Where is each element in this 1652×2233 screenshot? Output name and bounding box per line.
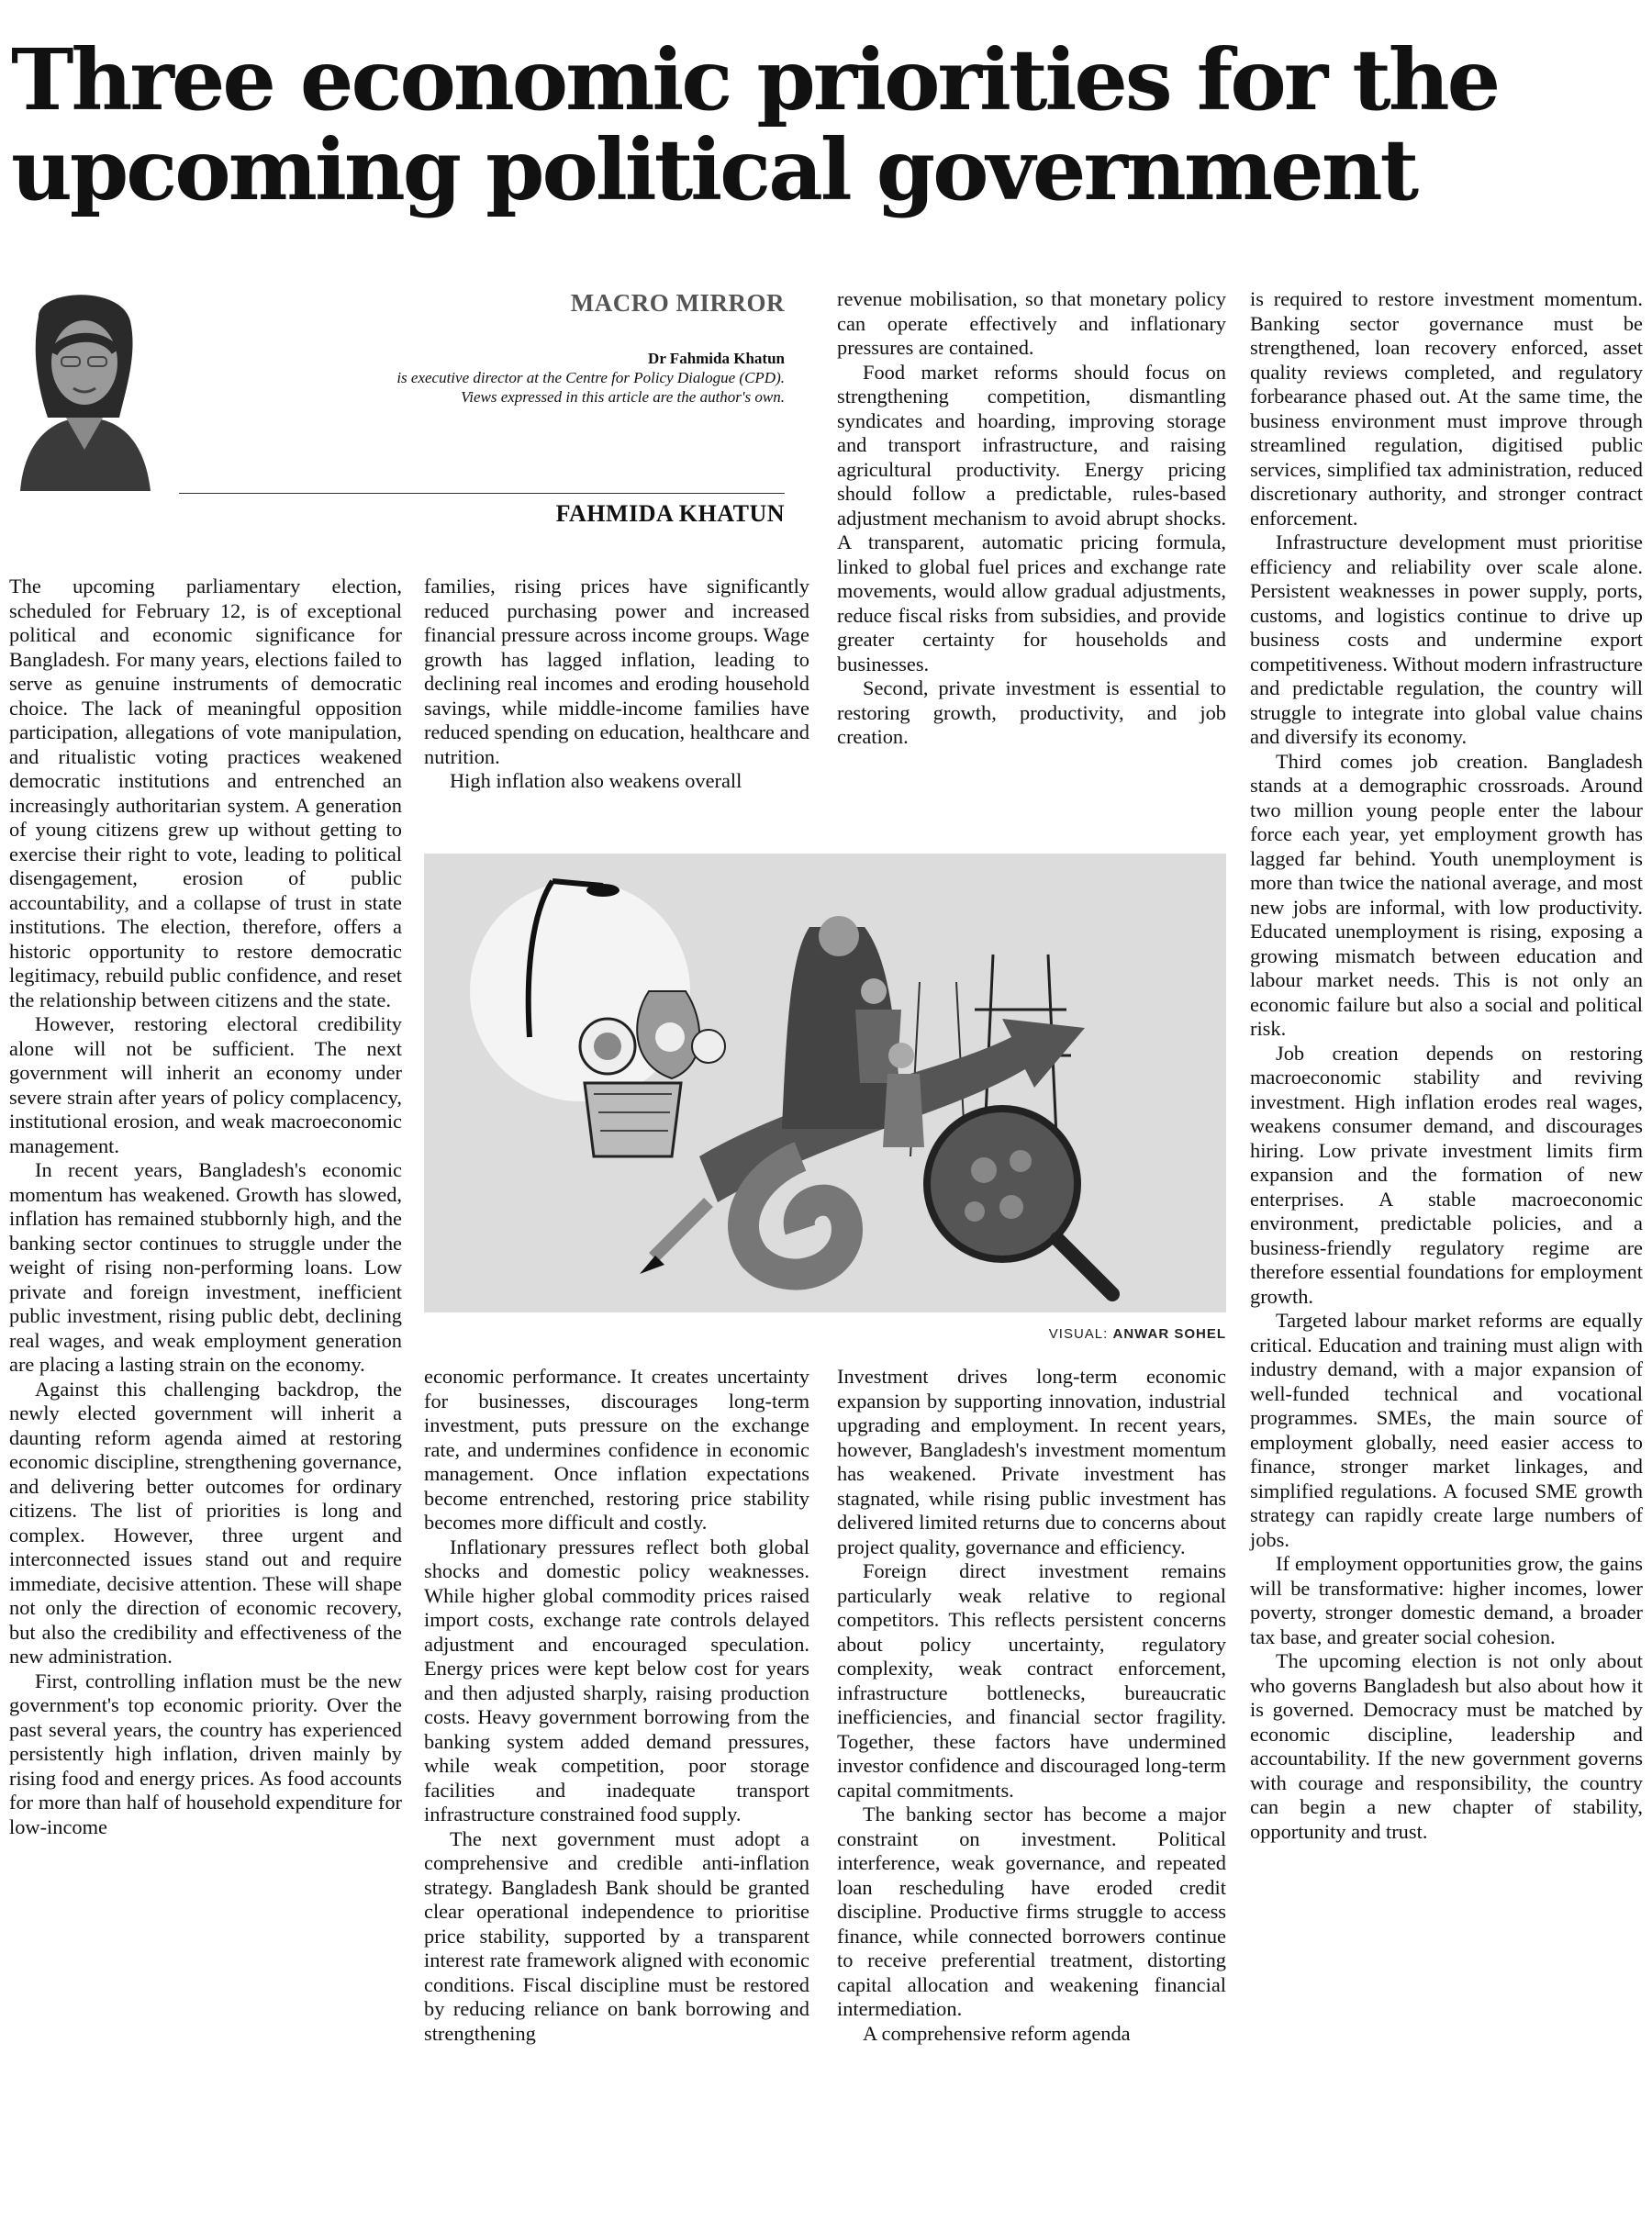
- paragraph: High inflation also weakens overall: [450, 769, 742, 792]
- paragraph: A comprehensive reform agenda: [863, 2021, 1131, 2045]
- paragraph: Against this challenging backdrop, the newly elected government will inherit a daunting reform agenda aimed at restoring economic discipline, strengthening governance, and delivering better outcomes for ordinary citizens. The list of priorities is long and complex. However, three urgent and interconnected issues stand out and require immediate, decisive attention. These will shape not only the direction of economic recovery, but also the credibility and effectiveness of the new administration.: [9, 1377, 402, 1668]
- paragraph: is required to restore investment momentum. Banking sector governance must be strengthened, loan recovery enforced, asset quality reviews completed, and regulatory forbearance phased out. At the same time, the business environment must improve through streamlined regulation, digitised public services, simplified tax administration, reduced discretionary authority, and stronger contract enforcement.: [1250, 287, 1643, 530]
- paragraph: If employment opportunities grow, the gains will be transformative: higher incomes, lower poverty, stronger domestic demand, a broader tax base, and greater social cohesion.: [1250, 1552, 1643, 1648]
- paragraph: Investment drives long-term economic expansion by supporting innovation, industrial upgrading and employment. In recent years, however, Bangladesh's investment momentum has weakened. Private investment has stagnated, while rising public investment has delivered limited returns due to concerns about project quality, governance and efficiency.: [837, 1365, 1226, 1558]
- column-3-top: [837, 287, 1226, 750]
- paragraph: The next government must adopt a comprehensive and credible anti-inflation strategy. Bangladesh Bank should be granted clear operational independence to prioritise price stability, supported by a transparent interest rate framework aligned with economic conditions. Fiscal discipline must be restored by reducing reliance on bank borrowing and strengthening: [424, 1826, 809, 2045]
- paragraph: However, restoring electoral credibility alone will not be sufficient. The next government will inherit an economy under severe strain after years of policy complacency, institutional erosion, and weak macroeconomic management.: [9, 1012, 402, 1157]
- paragraph: The banking sector has become a major constraint on investment. Political interference, weak governance, and repeated loan rescheduling have eroded credit discipline. Productive firms struggle to access finance, while connected borrowers continue to receive preferential treatment, distorting capital allocation and weakening financial intermediation.: [837, 1803, 1226, 2020]
- paragraph: Targeted labour market reforms are equally critical. Education and training must align with industry demand, with a major expansion of well-funded technical and vocational programmes. SMEs, the main source of employment globally, need easier access to finance, stronger market linkages, and simplified regulations. A focused SME growth strategy can rapidly create large numbers of jobs.: [1250, 1309, 1643, 1551]
- author-bio: is executive director at the Centre for Policy Dialogue (CPD). Views expressed in this article are the author's own.: [396, 369, 785, 406]
- paragraph: In recent years, Bangladesh's economic momentum has weakened. Growth has slowed, inflation has remained stubbornly high, and the banking sector continues to struggle under the weight of rising non-performing loans. Low private and foreign investment, inefficient public investment, rising public debt, declining real wages, and weak employment generation are placing a lasting strain on the economy.: [9, 1158, 402, 1376]
- paragraph: Second, private investment is essential to restoring growth, productivity, and job creation.: [837, 676, 1226, 748]
- column-2-top: [424, 575, 809, 794]
- paragraph: Third comes job creation. Bangladesh stands at a demographic crossroads. Around two million young people enter the labour force each year, yet employment growth has lagged far behind. Youth unemployment is more than twice the national average, and most new jobs are informal, with low productivity. Educated unemployment is rising, exposing a growing mismatch between education and labour market needs. This is not only an economic failure but also a social and political risk.: [1250, 749, 1643, 1040]
- image-credit: [826, 1326, 1226, 1342]
- paragraph: families, rising prices have significantly reduced purchasing power and increased financial pressure across income groups. Wage growth has lagged inflation, leading to declining real incomes and eroding household savings, while middle-income families have reduced spending on education, healthcare and nutrition.: [424, 575, 809, 768]
- paragraph: Foreign direct investment remains particularly weak relative to regional competitors. This reflects persistent concerns about policy uncertainty, regulatory complexity, weak contract enforcement, infrastructure bottlenecks, bureaucratic inefficiencies, and financial sector fragility. Together, these factors have undermined investor confidence and discouraged long-term capital commitments.: [837, 1559, 1226, 1802]
- section-label: MACRO MIRROR: [570, 289, 785, 317]
- paragraph: Inflationary pressures reflect both global shocks and domestic policy weaknesses. While higher global commodity prices raised import costs, exchange rate controls delayed adjustment and encouraged speculation. Energy prices were kept below cost for years and then adjusted sharply, raising production costs. Heavy government borrowing from the banking system added demand pressures, while weak competition, poor storage facilities and inadequate transport infrastructure constrained food supply.: [424, 1535, 809, 1825]
- paragraph: The upcoming parliamentary election, scheduled for February 12, is of exceptional political and economic significance for Bangladesh. For many years, elections failed to serve as genuine instruments of democratic choice. The lack of meaningful opposition participation, allegations of vote manipulation, and ritualistic voting practices weakened democratic institutions and entrenched an increasingly authoritarian system. A generation of young citizens grew up without getting to exercise their right to vote, leading to political disengagement, erosion of public accountability, and a collapse of trust in state institutions. The election, therefore, offers a historic opportunity to restore democratic legitimacy, rebuild public confidence, and reset the relationship between citizens and the state.: [9, 575, 402, 1011]
- column-4: [1250, 287, 1643, 1844]
- paragraph: Food market reforms should focus on strengthening competition, dismantling syndicates and hoarding, improving storage and transport infrastructure, and raising agricultural productivity. Energy pricing should follow a predictable, rules-based adjustment mechanism to avoid abrupt shocks. A transparent, automatic pricing formula, linked to global fuel prices and exchange rate movements, would allow gradual adjustments, reduce fiscal risks from subsidies, and provide greater certainty for households and businesses.: [837, 360, 1226, 675]
- column-1: [9, 575, 402, 1839]
- paragraph: economic performance. It creates uncertainty for businesses, discourages long-term investment, puts pressure on the exchange rate, and undermines confidence in economic management. Once inflation expectations become entrenched, restoring price stability becomes more difficult and costly.: [424, 1365, 809, 1534]
- paragraph: The upcoming election is not only about who governs Bangladesh but also about how it is governed. Democracy must be matched by economic discipline, leadership and accountability. If the new government governs with courage and responsibility, the country can begin a new chapter of stability, opportunity and trust.: [1250, 1649, 1643, 1843]
- article-illustration: [424, 854, 1226, 1312]
- byline-divider: [179, 493, 785, 494]
- paragraph: First, controlling inflation must be the new government's top economic priority. Over the past several years, the country has experienced persistently high inflation, driven mainly by rising food and energy prices. As food accounts for more than half of household expenditure for low-income: [9, 1669, 402, 1838]
- headline: Three economic priorities for the upcoming political government: [11, 30, 1499, 219]
- paragraph: revenue mobilisation, so that monetary policy can operate effectively and inflationary pressures are contained.: [837, 287, 1226, 359]
- byline: FAHMIDA KHATUN: [555, 500, 785, 527]
- column-2-bottom: [424, 1365, 809, 2046]
- author-name: Dr Fahmida Khatun: [648, 350, 785, 367]
- column-3-bottom: [837, 1365, 1226, 2046]
- author-bio-block: [395, 349, 785, 407]
- paragraph: Infrastructure development must prioritise efficiency and reliability over scale alone. Persistent weaknesses in power supply, ports, customs, and logistics continue to drive up business costs and undermine export competitiveness. Without modern infrastructure and predictable regulation, the country will struggle to integrate into global value chains and diversify its economy.: [1250, 530, 1643, 748]
- author-portrait: [11, 280, 153, 491]
- credit-name: ANWAR SOHEL: [1112, 1326, 1226, 1342]
- credit-label: VISUAL:: [1048, 1326, 1109, 1342]
- paragraph: Job creation depends on restoring macroeconomic stability and reviving investment. High inflation erodes real wages, weakens consumer demand, and discourages hiring. Low private investment limits firm expansion and the formation of new enterprises. A stable macroeconomic environment, predictable policies, and a business-friendly regulatory regime are therefore essential foundations for employment growth.: [1250, 1041, 1643, 1308]
